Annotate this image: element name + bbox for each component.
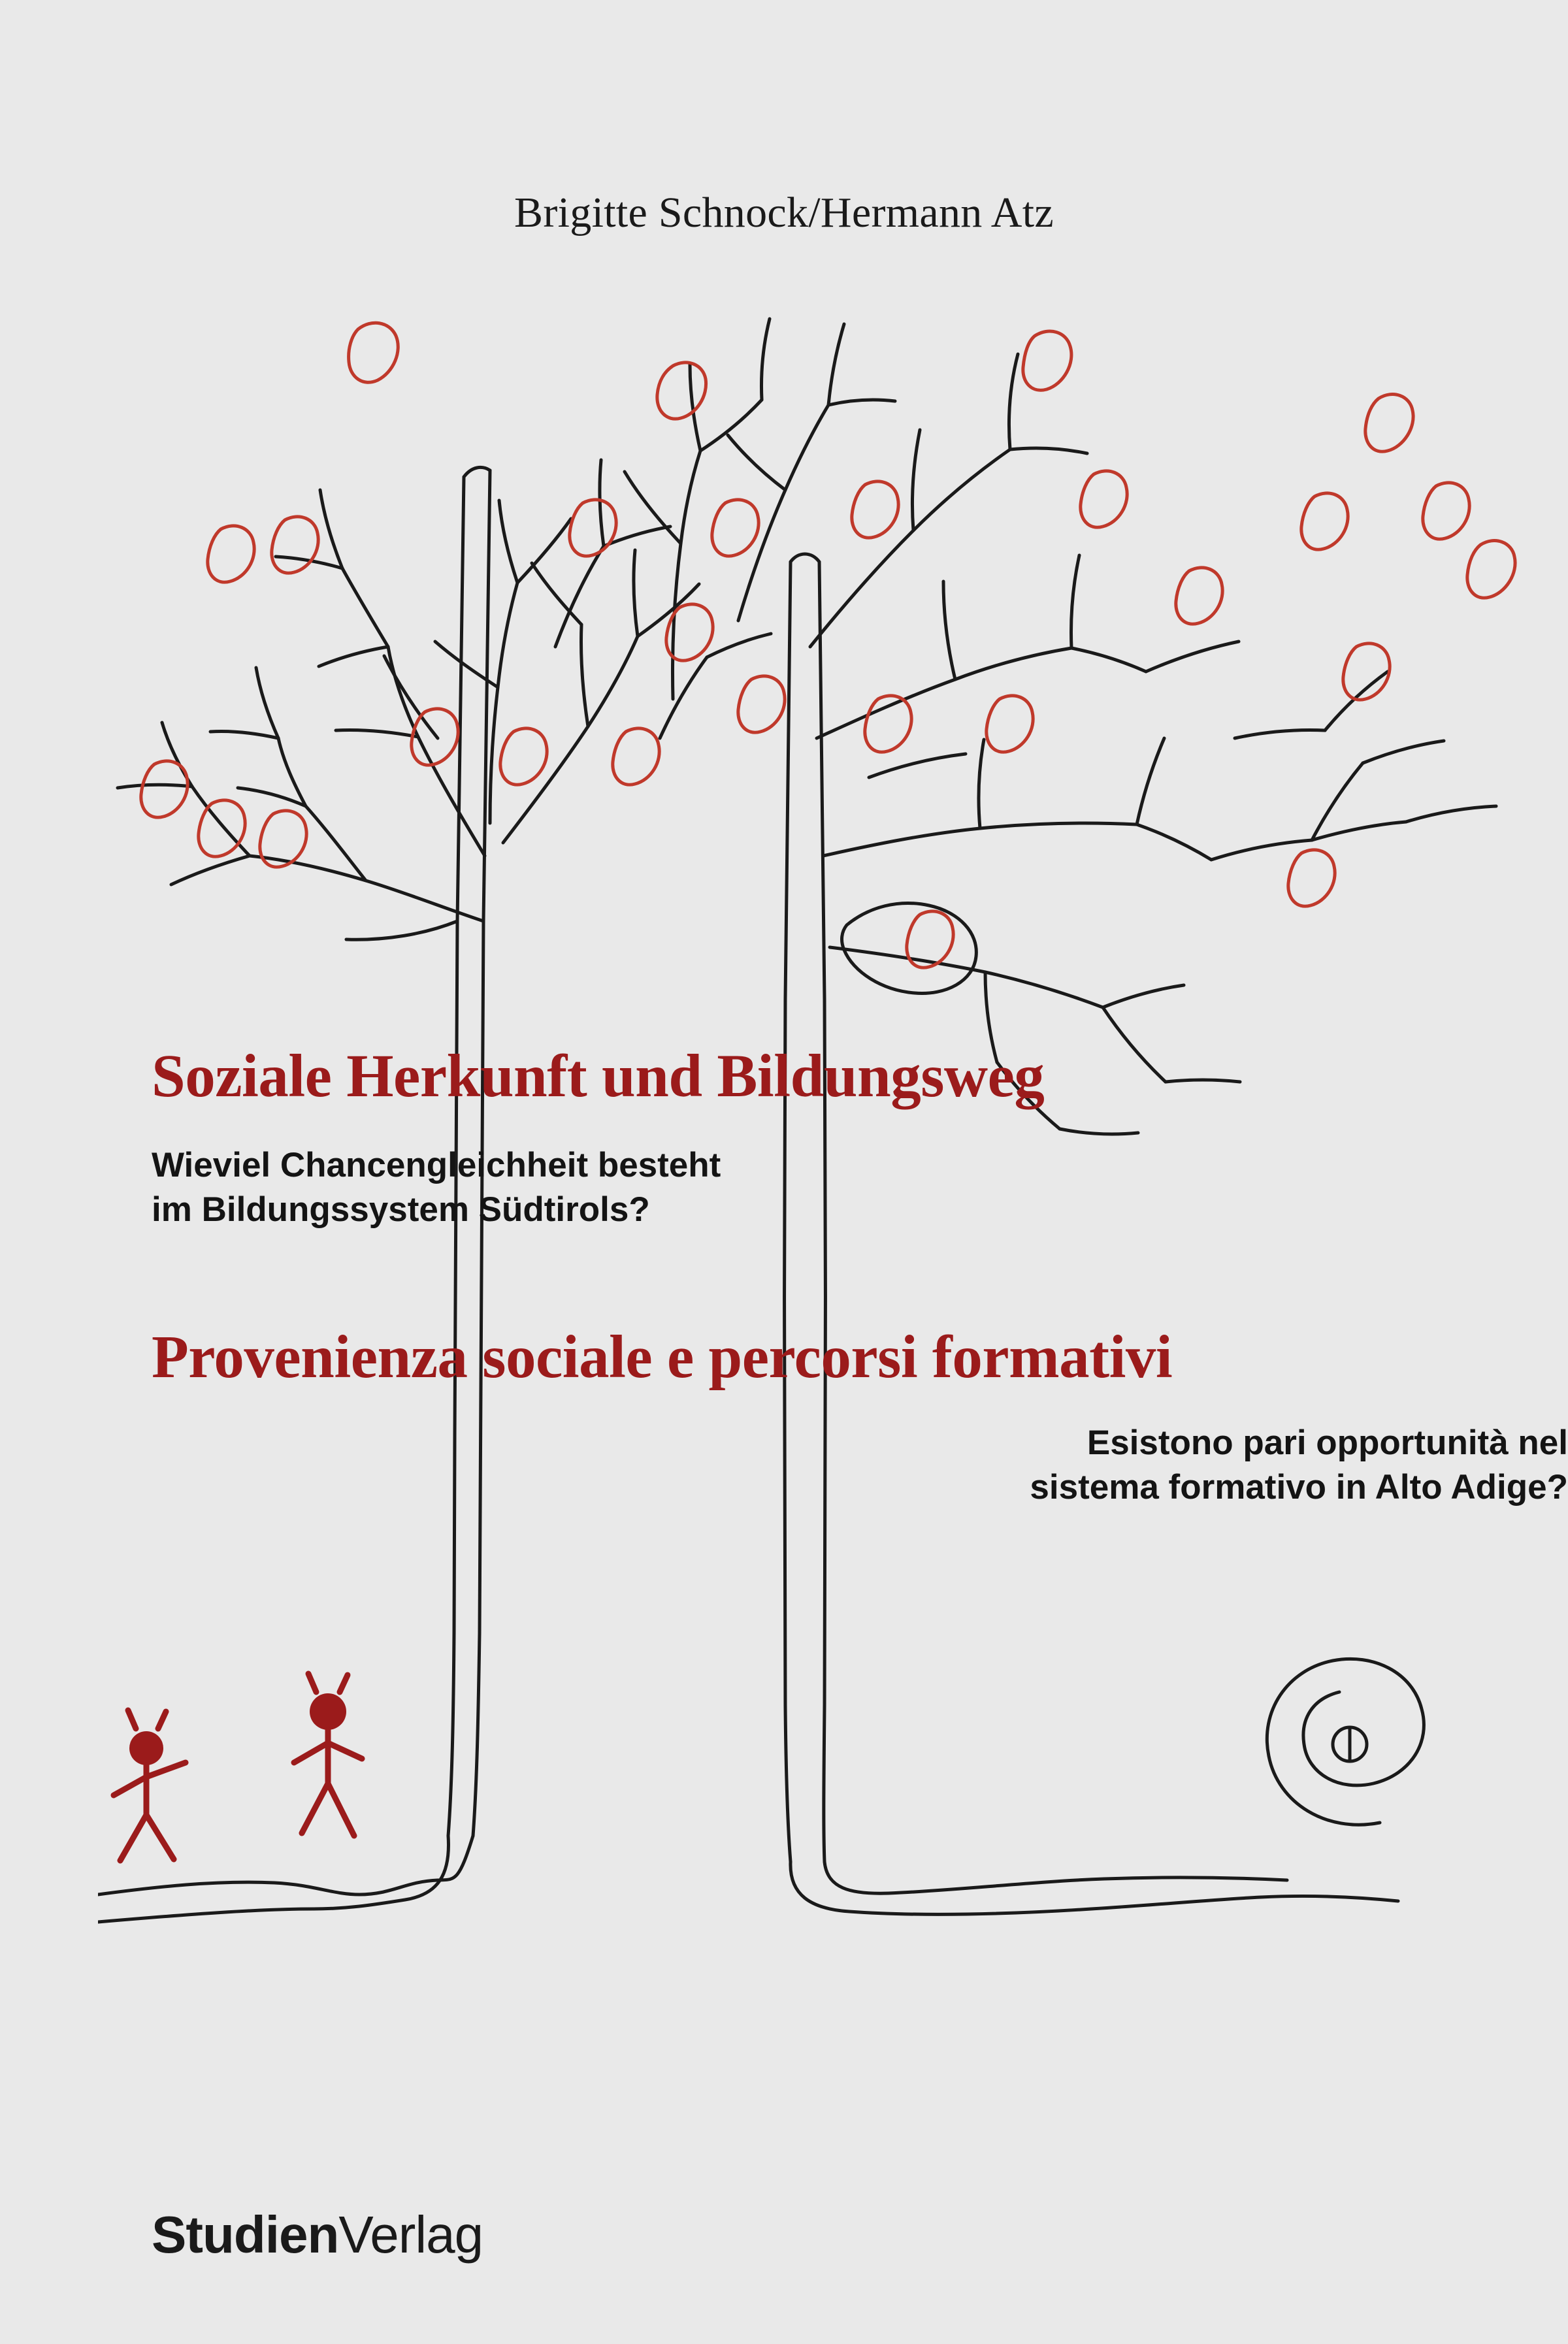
subtitle-german bbox=[0, 1143, 1568, 1232]
subtitle-german-line-2: im Bildungssystem Südtirols? bbox=[152, 1190, 650, 1229]
publisher-logo bbox=[152, 2205, 483, 2265]
publisher-name-part-2: Verlag bbox=[338, 2206, 483, 2264]
publisher-name-part-1: Studien bbox=[152, 2206, 339, 2264]
subtitle-italian-line-1: Esistono pari opportunità nel bbox=[1086, 1424, 1568, 1462]
title-german: Soziale Herkunft und Bildungsweg bbox=[152, 1043, 1045, 1110]
title-italian: Provenienza sociale e percorsi formativi bbox=[152, 1324, 1173, 1391]
author-line: Brigitte Schnock/Hermann Atz bbox=[514, 189, 1054, 236]
subtitle-italian-line-2: sistema formativo in Alto Adige? bbox=[1030, 1467, 1568, 1506]
subtitle-italian bbox=[0, 1421, 1568, 1510]
subtitle-german-line-1: Wieviel Chancengleichheit besteht bbox=[152, 1146, 721, 1184]
